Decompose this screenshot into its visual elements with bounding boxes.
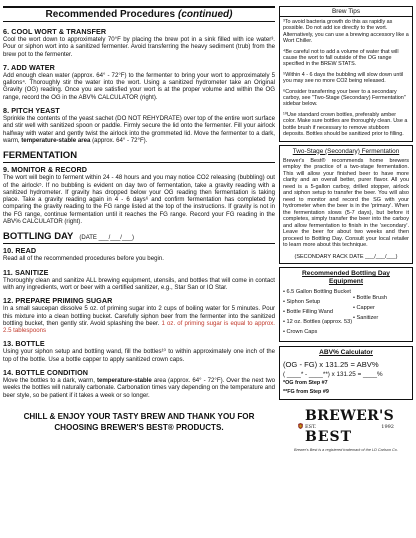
brew-tip: ⁶Consider transferring your beer to a secondary carboy, see "Two-Stage (Secondary) Fermentation" sidebar below.	[283, 88, 406, 108]
equipment-list	[280, 286, 412, 341]
list-item: • Siphon Setup	[283, 299, 321, 305]
secondary-rack-date: (SECONDARY RACK DATE ___/___/___)	[294, 253, 398, 260]
step-10-text: Read all of the recommended procedures before you begin.	[3, 255, 164, 263]
sidebar-column	[279, 6, 413, 452]
logo-line-1: BREWER'S	[305, 407, 394, 424]
brewers-best-logo	[298, 408, 394, 444]
brew-tips-list	[280, 17, 412, 141]
step-10	[3, 247, 275, 262]
fermentation-title: FERMENTATION	[3, 150, 78, 162]
procedures-column	[3, 6, 275, 433]
list-item: • 6.5 Gallon Bottling Bucket	[283, 289, 351, 295]
list-item: • Bottle Filling Wand	[283, 309, 333, 315]
step-6-text: Cool the wort down to approximately 70°F by placing the brew pot in a sink filled with ice water³. Pour or siphon wort into a sanitized fermenter. Avoid transferring the heavy sediment (trub) from the brew pot to the fermenter.	[3, 36, 275, 58]
abv-calculator-title: ABV% Calculator	[319, 349, 373, 356]
step-14-text-bold: temperature-stable	[96, 377, 152, 385]
bottling-equipment-box	[279, 267, 413, 342]
equipment-title-line-1: Recommended Bottling Day	[302, 270, 390, 277]
step-8-title: 8. PITCH YEAST	[3, 106, 60, 116]
step-12-text-main: In a small saucepan dissolve 5 oz. of priming sugar into 2 cups of boiling water for 5 minutes. Pour this mixture into a clean bottling bucket. Carefully siphon beer from the fermenter into the sanitized bottling bucket, then gently stir. Avoid splashing the beer.	[3, 305, 275, 327]
step-14-text-c: area (approx. 64° - 72°F). Over the next two weeks the bottles will naturally carbonate. Carbonation times vary depending on the temperature and beer style, so be patient if it takes a week or so longer.	[3, 377, 276, 399]
step-13-text: Using your siphon setup and bottling wand, fill the bottles¹⁰ to within approximately one inch of the top of the bottle. Use a bottle capper to apply sanitized crown caps.	[3, 348, 275, 363]
step-11-title: 11. SANITIZE	[3, 267, 49, 277]
logo-est-label: EST.	[305, 423, 317, 430]
secondary-fermentation-body	[280, 156, 412, 264]
logo-line-2: BEST	[305, 428, 353, 445]
step-11	[3, 269, 275, 292]
step-12-text	[3, 305, 275, 334]
brew-tip: ³To avoid bacteria growth do this as rapidly as possible. Do not add ice directly to the wort. Alternatively, you can use a brewing accessory like a Wort Chiller.	[283, 19, 409, 45]
list-item: • Crown Caps	[283, 329, 318, 335]
step-8-text-bold: temperature-stable area	[21, 136, 91, 144]
step-9-text: The wort will begin to ferment within 24 - 48 hours and you may notice CO2 releasing (bubbling) out of the airlock⁵. If no bubbling is evident on day two of fermentation, take a gravity reading with a sanitized hydrometer. If gravity has dropped below your OG reading then fermentation is taking place. Take a gravity reading again in 4 - 6 days⁶ and confirm fermentation has completed by comparing the gravity reading to the FG range listed at the top of the instructions. If gravity is not in the FG range, continue fermentation until it reaches the FG range. Record your FG reading in the ABV% CALCULATOR (right).	[3, 174, 275, 226]
secondary-fermentation-title: Two-Stage (Secondary) Fermentation	[292, 147, 400, 155]
step-6	[3, 28, 275, 58]
abv-calculator-box	[279, 346, 413, 400]
logo-wordmark	[305, 409, 394, 444]
equipment-title	[280, 270, 412, 286]
step-6-title: 6. COOL WORT & TRANSFER	[3, 27, 107, 36]
step-14-text	[3, 377, 275, 399]
step-9	[3, 166, 275, 225]
step-8	[3, 107, 275, 144]
bottling-day-title: BOTTLING DAY	[3, 231, 74, 243]
step-7-title: 7. ADD WATER	[3, 62, 55, 72]
step-9-title: 9. MONITOR & RECORD	[3, 165, 88, 175]
step-13-title: 13. BOTTLE	[3, 339, 45, 349]
step-13	[3, 340, 275, 363]
step-12-title: 12. PREPARE PRIMING SUGAR	[3, 296, 113, 306]
step-8-text	[3, 115, 275, 144]
trademark-notice: Brewer's Best is a registered trademark of the LD Carlson Co.	[294, 448, 398, 452]
abv-note-og: *OG from Step #7	[283, 380, 328, 386]
step-8-text-c: (approx. 64° - 72°F).	[90, 136, 148, 144]
bottling-date-field: (DATE ___/___/___)	[79, 235, 134, 242]
step-7	[3, 64, 275, 101]
list-item: • 12 oz. Bottles (approx. 53)	[283, 319, 353, 325]
procedures-subtitle: (continued)	[178, 9, 233, 20]
secondary-fermentation-text: Brewer's Best® recommends home brewers employ the practice of a two-stage fermentation. This will allow your finished beer to have more clarity and an overall better, purer flavor. All you need is a 5-gallon carboy, drilled stopper, airlock and siphon setup to transfer the beer. You will also need to monitor and record the SG with your hydrometer when the beer is in the 'primary'. When the fermentation slows (5-7 days), but before it completes, simply transfer the beer into the carboy and allow fermentation to finish in the 'secondary'. Leave the beer for about two weeks and then proceed to Bottling Day. Consult your local retailer to learn more about this technique.	[283, 157, 409, 248]
closing-line-2: CHOOSING BREWER'S BEST® PRODUCTS.	[54, 422, 224, 432]
closing-message	[3, 411, 275, 433]
abv-fill-in-formula: ( ____* - ____**) x 131.25 = ____%	[283, 371, 383, 378]
list-item: • Sanitizer	[353, 315, 379, 321]
step-14-title: 14. BOTTLE CONDITION	[3, 368, 89, 378]
list-item: • Capper	[353, 305, 375, 311]
fermentation-heading	[3, 150, 275, 163]
step-14-text-a: Move the bottles to a dark, warm,	[3, 377, 97, 385]
step-10-title: 10. READ	[3, 246, 37, 256]
step-11-text: Thoroughly clean and sanitize ALL brewing equipment, utensils, and bottles that will come in contact with any ingredients, wort or beer with a certified sanitizer, e.g., Star San or IO Star.	[3, 276, 275, 291]
secondary-fermentation-box	[279, 145, 413, 265]
step-7-text: Add enough clean water (approx. 64° - 72°F) to the fermenter to bring your wort to approximately 5 gallons⁴. Thoroughly stir the water into the wort. Using a sanitized hydrometer take an Original Gravity (OG) reading. Once you are satisfied your wort is at the proper volume and within the OG range, record the OG in the ABV% CALCULATOR (right).	[3, 71, 275, 101]
hop-badge-icon	[298, 408, 303, 444]
equipment-title-line-2: Equipment	[328, 278, 364, 285]
step-12	[3, 297, 275, 334]
brew-tip: ¹⁰Use standard crown bottles, preferably amber color. Make sure bottles are thoroughly clean. Use a bottle brush if necessary to remove stubborn deposits. Bottles should be sanitized prior to filling.	[283, 111, 408, 138]
closing-line-1: CHILL & ENJOY YOUR TASTY BREW AND THANK YOU FOR	[23, 411, 255, 421]
step-14	[3, 369, 275, 399]
brew-tips-box	[279, 6, 413, 142]
step-8-text-a: Sprinkle the contents of the yeast sachet (DO NOT REHYDRATE) over top of the entire wort surface and stir well with sanitized spoon or paddle. Firmly secure the lid onto the fermenter. Fill your airlock halfway with water and gently twist the airlock into the grommeted lid. Move the fermenter to a dark, warm,	[3, 115, 275, 144]
abv-note-fg: **FG from Step #9	[283, 388, 329, 395]
brew-tips-title: Brew Tips	[280, 7, 412, 17]
brew-tip: ⁵Within 4 - 6 days the bubbling will slow down until you may see no more CO2 being released.	[283, 71, 404, 85]
brew-tip: ⁴Be careful not to add a volume of water that will cause the wort to fall outside of the OG range specified in the BREW STATS.	[283, 48, 399, 68]
bottling-day-heading	[3, 231, 275, 244]
list-item: • Bottle Brush	[353, 295, 387, 301]
abv-formula: (OG - FG) x 131.25 = ABV%	[283, 360, 379, 369]
procedures-header	[3, 6, 275, 22]
logo-est-year: 1992	[381, 423, 394, 430]
priming-sugar-note: 1 oz. of priming sugar is equal to approx. 2.5 tablespoons	[3, 319, 275, 335]
equipment-column-2	[353, 289, 387, 339]
equipment-column-1	[283, 289, 353, 339]
procedures-title: Recommended Procedures	[45, 9, 176, 20]
